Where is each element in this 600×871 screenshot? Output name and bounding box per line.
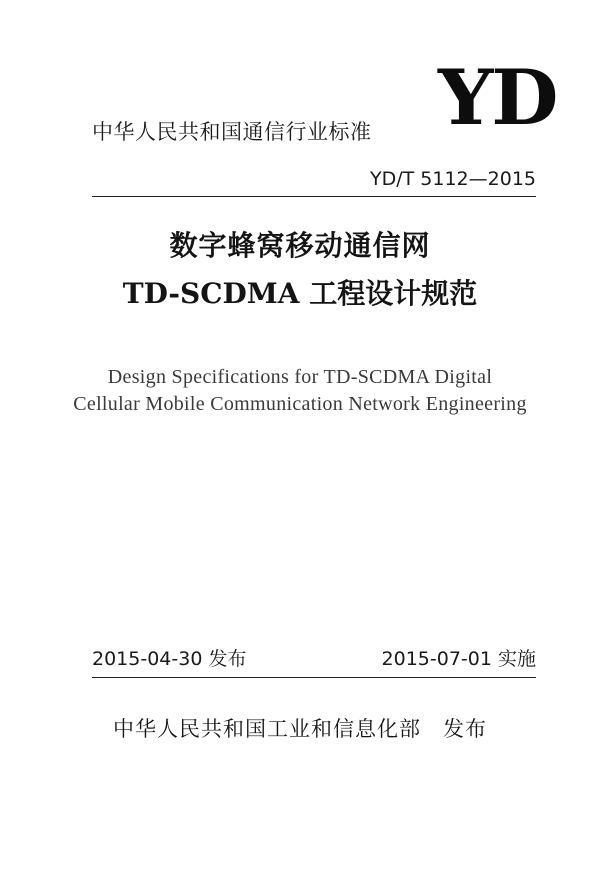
industry-standard-label: 中华人民共和国通信行业标准	[92, 120, 372, 144]
standard-number: YD/T 5112—2015	[370, 168, 536, 190]
title-en-line1: Design Specifications for TD-SCDMA Digital	[107, 366, 493, 388]
publisher-line	[0, 714, 600, 744]
title-cn-line1: 数字蜂窝移动通信网	[169, 229, 431, 262]
bottom-divider	[92, 677, 536, 678]
effective-label: 实施	[497, 648, 536, 670]
effective-date: 2015-07-01	[381, 648, 492, 670]
issue-date: 2015-04-30	[92, 648, 203, 670]
issue-label: 发布	[208, 648, 247, 670]
publisher-name: 中华人民共和国工业和信息化部	[113, 717, 421, 741]
issue-date-block	[92, 646, 246, 672]
yd-logo: YD	[438, 53, 557, 142]
publisher-action: 发布	[443, 717, 487, 741]
top-divider	[92, 196, 536, 197]
title-cn-line2: TD-SCDMA 工程设计规范	[122, 277, 478, 310]
title-en-line2: Cellular Mobile Communication Network Engineering	[73, 393, 527, 415]
effective-date-block	[382, 646, 536, 672]
